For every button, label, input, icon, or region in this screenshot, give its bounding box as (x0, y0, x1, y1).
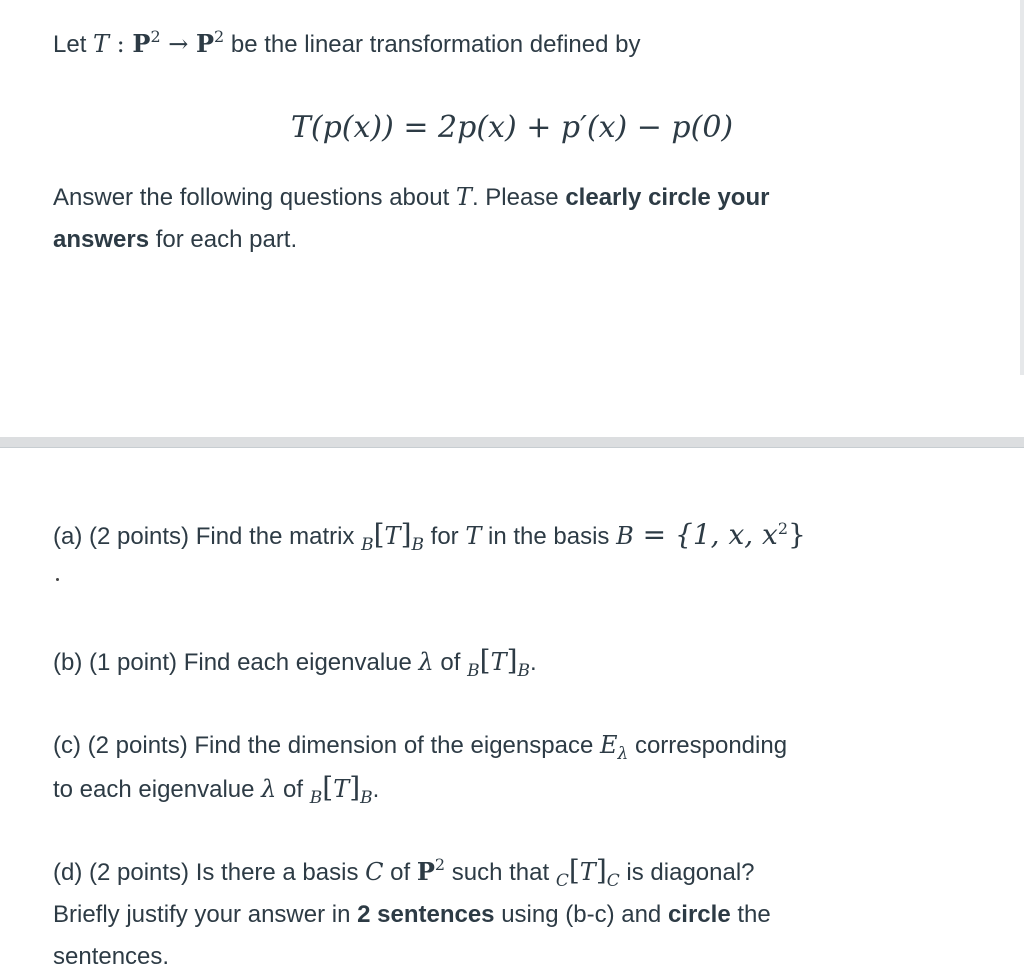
exponent-2: 2 (434, 855, 446, 874)
subscript-C: C (555, 871, 569, 891)
part-c-tail: corresponding (628, 732, 788, 759)
symbol-T: T (465, 522, 482, 550)
instructions-mid: . Please (471, 184, 566, 211)
instructions-bold: answers (53, 226, 150, 253)
subscript-B: B (361, 535, 374, 555)
line2-post: the (730, 901, 771, 928)
symbol-B: B (616, 522, 634, 550)
part-c-lead: (c) (2 points) Find the dimension of the eigenspace (53, 732, 600, 759)
part-b: (b) (1 point) Find each eigenvalue λ of $_B[T]_B$. (53, 644, 537, 681)
of-text: of (383, 859, 417, 886)
part-d-lead: (d) (2 points) Is there a basis (53, 859, 366, 886)
instructions-bold: clearly circle your (565, 184, 770, 211)
line2-mid: using (b-c) and (494, 901, 668, 928)
subscript-B: B (467, 661, 480, 681)
part-c: (c) (2 points) Find the dimension of the eigenspace $E_\lambda$ corresponding to each eigenvalue λ of $_B[T]_B$. (53, 731, 788, 808)
part-a: (a) (2 points) Find the matrix $_B[T]_B$ for T in the basis B = {1, x, $x^2$} (53, 518, 806, 555)
subscript-B: B (411, 535, 424, 555)
bold-sentences: 2 sentences (357, 901, 495, 928)
for-text: for (424, 523, 466, 550)
line2-pre: Briefly justify your answer in (53, 901, 358, 928)
intro-tail: be the linear transformation defined by (224, 31, 641, 58)
basis-set: = {1, x, x (633, 518, 778, 551)
arrow: → (160, 30, 196, 58)
brace-close: } (788, 518, 806, 551)
symbol-C: C (365, 858, 384, 886)
symbol-P: P (132, 29, 151, 58)
symbol-T: T (384, 522, 401, 550)
symbol-T: T (455, 183, 472, 211)
stray-dot (56, 578, 59, 581)
of-text: of (433, 649, 468, 676)
section-divider (0, 437, 1024, 448)
subscript-lambda: λ (617, 744, 629, 764)
subscript-B: B (309, 788, 323, 808)
period: . (530, 649, 537, 676)
part-c-line2: to each eigenvalue (53, 776, 262, 803)
symbol-T: T (93, 30, 110, 58)
symbol-lambda: λ (261, 775, 277, 803)
symbol-E: E (599, 731, 618, 759)
instructions-post: for each part. (149, 226, 298, 253)
symbol-T: T (579, 858, 596, 886)
such-that: such that (445, 859, 556, 886)
exponent-2: 2 (777, 519, 789, 538)
exponent-2: 2 (150, 27, 161, 46)
subscript-B: B (360, 788, 373, 808)
diagonal-text: is diagonal? (619, 859, 755, 886)
symbol-P: P (196, 29, 215, 58)
subscript-B: B (517, 661, 531, 681)
part-a-lead: (a) (2 points) Find the matrix (53, 523, 362, 550)
subscript-C: C (606, 871, 620, 891)
instructions-pre: Answer the following questions about (53, 184, 456, 211)
symbol-lambda: λ (418, 648, 434, 676)
line3: sentences. (53, 943, 170, 970)
bold-circle: circle (667, 901, 731, 928)
basis-text: in the basis (481, 523, 617, 550)
transformation-equation: T(p(x)) = 2p(x) + p′(x) − p(0) (290, 110, 734, 145)
intro-lead: Let (53, 31, 94, 58)
period: . (372, 776, 380, 803)
symbol-P: P (416, 857, 435, 886)
symbol-T: T (333, 775, 350, 803)
of-text: of (276, 776, 310, 803)
part-d: (d) (2 points) Is there a basis C of $P^2$ such that $_C[T]_C$ is diagonal? Briefly justify your answer in 2 sentences using (b-c) and circle the sentences. (53, 854, 771, 970)
part-b-lead: (b) (1 point) Find each eigenvalue (53, 649, 419, 676)
colon: : (109, 30, 133, 58)
instructions (53, 176, 1004, 261)
exponent-2: 2 (214, 27, 225, 46)
symbol-T: T (490, 648, 507, 676)
scrollbar-edge (1020, 0, 1024, 375)
intro-text (53, 23, 1004, 66)
